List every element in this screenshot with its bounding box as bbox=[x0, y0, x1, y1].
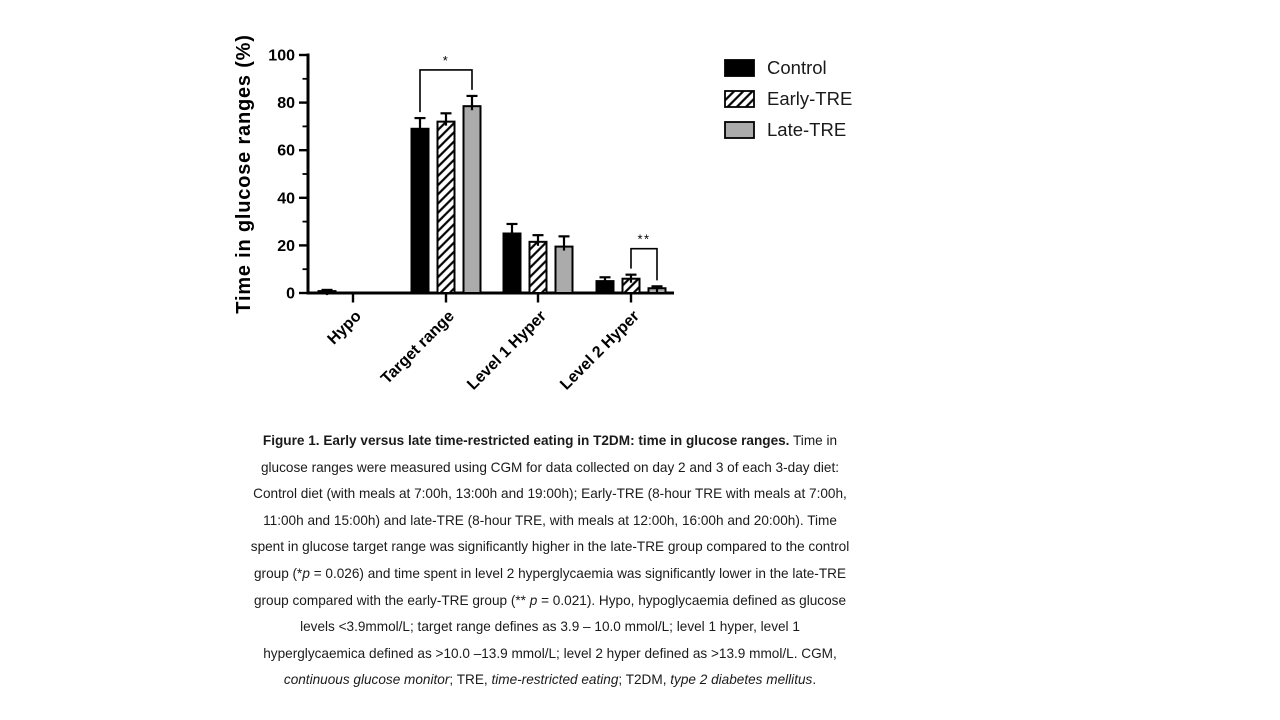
bar-control-target-range bbox=[412, 129, 429, 293]
caption-text: = 0.026) and time spent in level 2 hyperglycaemia was significantly lower in the late-TRE bbox=[309, 565, 847, 581]
caption-text: continuous glucose monitor bbox=[283, 672, 450, 688]
y-tick-label: 80 bbox=[277, 95, 295, 113]
caption-text: . bbox=[812, 672, 817, 688]
caption-text: Time in bbox=[789, 433, 838, 448]
significance-label: ** bbox=[637, 231, 651, 247]
caption-text: Figure 1. Early versus late time-restricted eating in T2DM: time in glucose ranges. bbox=[262, 433, 790, 448]
x-category-label: Hypo bbox=[324, 307, 365, 349]
caption-line bbox=[230, 508, 870, 535]
caption-text: time-restricted eating bbox=[491, 672, 619, 688]
x-category-label: Target range bbox=[378, 307, 458, 388]
caption-text: glucose ranges were measured using CGM for data collected on day 2 and 3 of each 3-day diet: bbox=[260, 459, 840, 475]
caption-text: ; TRE, bbox=[449, 672, 492, 688]
legend-swatch-late-tre bbox=[725, 122, 754, 138]
caption-text: p bbox=[529, 592, 538, 608]
legend-label-early-tre: Early-TRE bbox=[767, 88, 853, 109]
y-tick-label: 20 bbox=[277, 237, 295, 255]
figure-caption bbox=[230, 428, 870, 694]
legend-swatch-early-tre bbox=[725, 91, 754, 107]
caption-line bbox=[230, 667, 870, 694]
y-axis-title: Time in glucose ranges (%) bbox=[233, 34, 255, 314]
bar-early-tre-level-1-hyper bbox=[530, 242, 547, 293]
legend-label-control: Control bbox=[767, 57, 827, 78]
bar-late-tre-level-1-hyper bbox=[556, 247, 573, 293]
caption-text: p bbox=[302, 565, 310, 581]
bar-chart bbox=[230, 30, 890, 430]
y-tick-label: 60 bbox=[277, 142, 295, 160]
caption-line bbox=[230, 534, 870, 561]
caption-text: ; T2DM, bbox=[618, 672, 671, 688]
significance-label: * bbox=[442, 52, 450, 68]
bar-late-tre-target-range bbox=[464, 106, 481, 293]
caption-text: group (* bbox=[253, 565, 303, 581]
caption-text: spent in glucose target range was significantly higher in the late-TRE group compared to the control bbox=[250, 539, 850, 555]
caption-line bbox=[230, 614, 870, 641]
y-tick-label: 100 bbox=[268, 47, 295, 65]
legend-label-late-tre: Late-TRE bbox=[767, 119, 847, 140]
caption-text: type 2 diabetes mellitus bbox=[670, 672, 813, 688]
caption-text: 11:00h and 15:00h) and late-TRE (8-hour TRE, with meals at 12:00h, 16:00h and 20:00h). Time bbox=[263, 512, 837, 528]
y-tick-label: 0 bbox=[286, 285, 295, 303]
x-category-label: Level 1 Hyper bbox=[464, 307, 550, 394]
bar-early-tre-target-range bbox=[438, 122, 455, 293]
bar-control-level-1-hyper bbox=[504, 234, 521, 294]
x-category-label: Level 2 Hyper bbox=[557, 307, 643, 394]
legend-swatch-control bbox=[725, 60, 754, 76]
caption-line bbox=[230, 588, 870, 615]
caption-text: group compared with the early-TRE group (** bbox=[253, 592, 530, 608]
caption-line bbox=[230, 561, 870, 588]
caption-text: levels <3.9mmol/L; target range defines as 3.9 – 10.0 mmol/L; level 1 hyper, level 1 bbox=[300, 619, 800, 635]
caption-text: hyperglycaemica defined as >10.0 –13.9 mmol/L; level 2 hyper defined as >13.9 mmol/L. CGM, bbox=[263, 645, 837, 661]
y-tick-label: 40 bbox=[277, 190, 295, 208]
caption-line bbox=[230, 455, 870, 482]
caption-line bbox=[230, 428, 870, 455]
caption-text: Control diet (with meals at 7:00h, 13:00h and 19:00h); Early-TRE (8-hour TRE with meals at 7:00h, bbox=[253, 486, 847, 502]
caption-text: = 0.021). Hypo, hypoglycaemia defined as glucose bbox=[537, 592, 847, 608]
caption-line bbox=[230, 641, 870, 668]
caption-line bbox=[230, 481, 870, 508]
